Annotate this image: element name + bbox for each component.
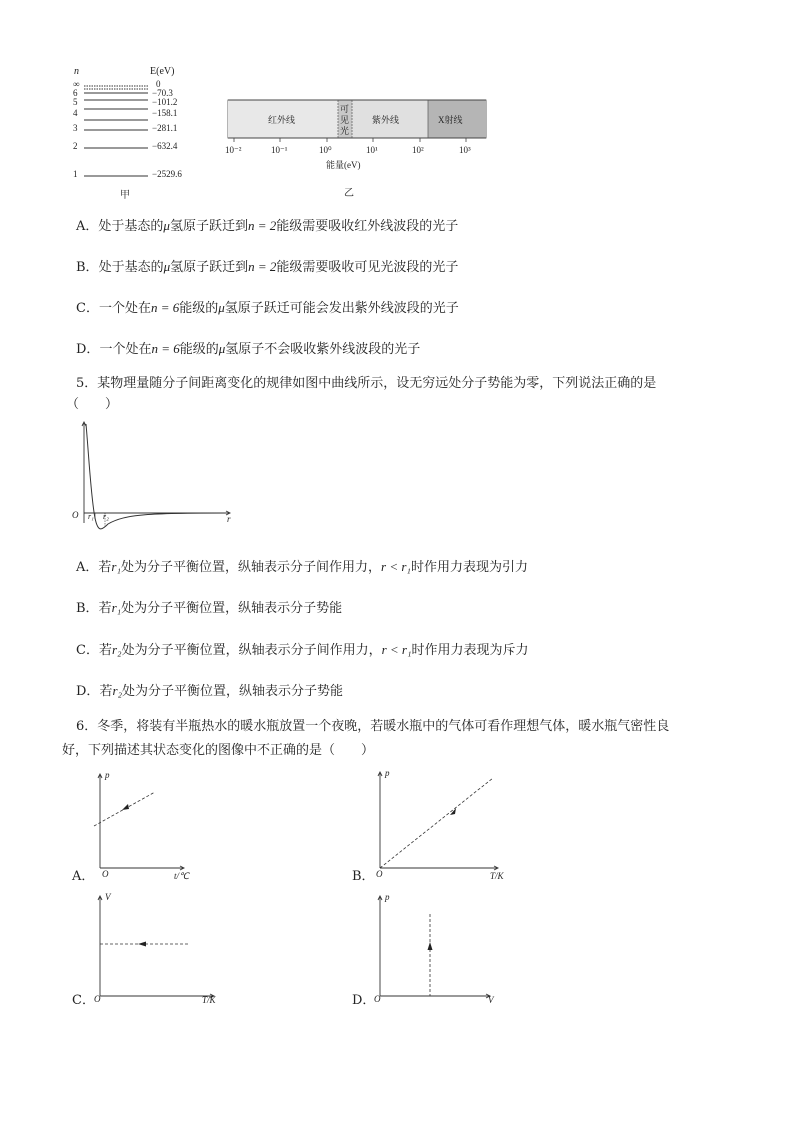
level-e-5: −101.2 (152, 97, 178, 107)
graph-d-y-label: p (385, 892, 390, 902)
spectrum-axis-label: 能量(eV) (326, 160, 361, 170)
q5-option-d (76, 682, 343, 701)
graph-d-origin: O (374, 994, 381, 1004)
math-var: r₁ (111, 600, 122, 615)
option-letter: D． (76, 342, 100, 357)
level-n-3: 3 (73, 123, 78, 133)
level-e-6: −70.3 (152, 88, 173, 98)
math-n6: n = 6 (151, 341, 180, 356)
math-var: r₂ (112, 683, 123, 698)
figure-caption-jia: 甲 (120, 190, 130, 201)
level-e-4: −158.1 (152, 108, 178, 118)
level-e-2: −632.4 (152, 141, 178, 151)
option-text: 处为分子平衡位置，纵轴表示分子间作用力， (121, 643, 382, 658)
graph-b-letter: B． (352, 869, 375, 884)
q6-graph-a (72, 768, 202, 888)
level-e-1: −2529.6 (152, 169, 182, 179)
figure-spectrum (220, 96, 495, 206)
option-text: 氢原子跃迁到 (170, 260, 249, 275)
band-ultraviolet: 紫外线 (372, 115, 400, 125)
mu-symbol: μ (218, 341, 226, 356)
graph-a-y-label: p (105, 770, 110, 780)
q4-option-d (76, 340, 420, 359)
q5-option-a (76, 558, 528, 577)
math-n2: n = 2 (247, 218, 277, 233)
n-axis-label: n (74, 66, 79, 77)
graph-d-x-label: V (488, 995, 494, 1005)
band-visible-1: 可 (340, 104, 350, 114)
option-text: 若 (99, 684, 113, 699)
graph-b-x-label: T/K (490, 871, 504, 881)
graph-c-letter: C． (72, 993, 95, 1008)
option-text: 氢原子不会吸收紫外线波段的光子 (225, 342, 421, 357)
q5-option-c (76, 641, 529, 660)
level-n-6: 6 (73, 88, 78, 98)
graph-a-origin: O (102, 869, 109, 879)
option-letter: B． (76, 260, 99, 275)
option-text: 处为分子平衡位置，纵轴表示分子势能 (122, 684, 344, 699)
math-n2: n = 2 (248, 259, 277, 274)
tick-label: 10⁻¹ (271, 145, 288, 155)
option-text: 氢原子跃迁到 (169, 219, 248, 234)
q6-stem-line2: 好，下列描述其状态变化的图像中不正确的是（ ） (62, 743, 375, 758)
graph-c-y-label: V (105, 892, 111, 902)
q6-graph-d (352, 890, 502, 1010)
option-letter: A． (76, 219, 99, 234)
tick-label: 10⁻² (225, 145, 242, 155)
graph-a-x-label: t/℃ (174, 871, 190, 881)
option-letter: D． (76, 684, 100, 699)
option-letter: B． (76, 601, 99, 616)
q4-option-c (76, 299, 459, 318)
band-visible-3: 光 (340, 126, 350, 136)
option-text: 能级的 (179, 301, 219, 316)
level-e-inf: 0 (156, 79, 161, 89)
level-n-inf: ∞ (73, 79, 80, 89)
tick-label: 10⁰ (319, 145, 332, 155)
option-text: 能级需要吸收可见光波段的光子 (276, 260, 459, 275)
option-text: 时作用力表现为引力 (410, 560, 528, 575)
tick-label: 10³ (459, 145, 471, 155)
math-var: r₂ (111, 642, 122, 657)
option-text: 一个处在 (99, 342, 152, 357)
spectrum-bar (220, 96, 495, 156)
option-text: 能级需要吸收红外线波段的光子 (276, 219, 459, 234)
math-condition: r < r₁ (381, 642, 412, 657)
figure-energy-levels (70, 64, 200, 204)
option-text: 处于基态的 (98, 219, 164, 234)
q5-r-axis-label: r (227, 514, 231, 524)
option-text: 时作用力表现为斥力 (411, 643, 529, 658)
option-text: 处为分子平衡位置，纵轴表示分子势能 (121, 601, 343, 616)
level-n-5: 5 (73, 97, 78, 107)
option-text: 能级的 (179, 342, 219, 357)
graph-a-letter: A． (72, 869, 95, 884)
figure-caption-yi: 乙 (344, 188, 354, 199)
q6-stem-line1: 6．冬季，将装有半瓶热水的暖水瓶放置一个夜晚，若暖水瓶中的气体可看作理想气体，暖水瓶气密性良 (76, 719, 670, 734)
option-text: 若 (98, 601, 112, 616)
q5-curve-graph (70, 418, 240, 530)
graph-c-x-label: T/K (202, 995, 216, 1005)
option-text: 处于基态的 (98, 260, 164, 275)
option-letter: C． (76, 301, 99, 316)
graph-c-origin: O (94, 994, 101, 1004)
q5-stem: 5．某物理量随分子间距离变化的规律如图中曲线所示，设无穷远处分子势能为零，下列说法正确的是 (76, 376, 657, 391)
math-n6: n = 6 (150, 300, 180, 315)
math-condition: r < r₁ (381, 559, 411, 574)
graph-b-origin: O (376, 869, 383, 879)
q5-graph (70, 418, 240, 530)
q5-option-b (76, 599, 342, 618)
mu-symbol: μ (218, 300, 225, 315)
graph-d-letter: D． (352, 993, 376, 1008)
mu-symbol: μ (163, 259, 171, 274)
energy-level-lines (70, 64, 200, 204)
q6-graph-b (352, 768, 512, 888)
option-text: 若 (98, 643, 112, 658)
q4-option-b (76, 258, 458, 277)
band-visible-2: 见 (340, 115, 350, 125)
tick-label: 10² (412, 145, 424, 155)
option-text: 氢原子跃迁可能会发出紫外线波段的光子 (224, 301, 459, 316)
option-text: 处为分子平衡位置，纵轴表示分子间作用力， (121, 560, 382, 575)
mu-symbol: μ (163, 218, 170, 233)
level-n-4: 4 (73, 108, 78, 118)
q5-paren: （ ） (66, 397, 119, 412)
option-text: 一个处在 (98, 301, 151, 316)
band-infrared: 红外线 (268, 115, 296, 125)
q5-r1-label: r₁ (88, 512, 94, 521)
energy-axis-label: E(eV) (150, 66, 175, 77)
q5-r2-label: r₂ (103, 512, 109, 521)
option-text: 若 (98, 560, 112, 575)
level-n-1: 1 (73, 169, 78, 179)
math-var: r₁ (111, 559, 121, 574)
level-e-3: −281.1 (152, 123, 178, 133)
graph-b-y-label: p (385, 768, 390, 778)
q6-graph-c (72, 890, 222, 1010)
tick-label: 10¹ (366, 145, 378, 155)
level-n-2: 2 (73, 141, 78, 151)
option-letter: C． (76, 643, 99, 658)
q4-option-a (76, 217, 458, 236)
option-letter: A． (76, 560, 99, 575)
q5-origin-label: O (72, 510, 79, 520)
band-xray: X射线 (438, 115, 463, 125)
